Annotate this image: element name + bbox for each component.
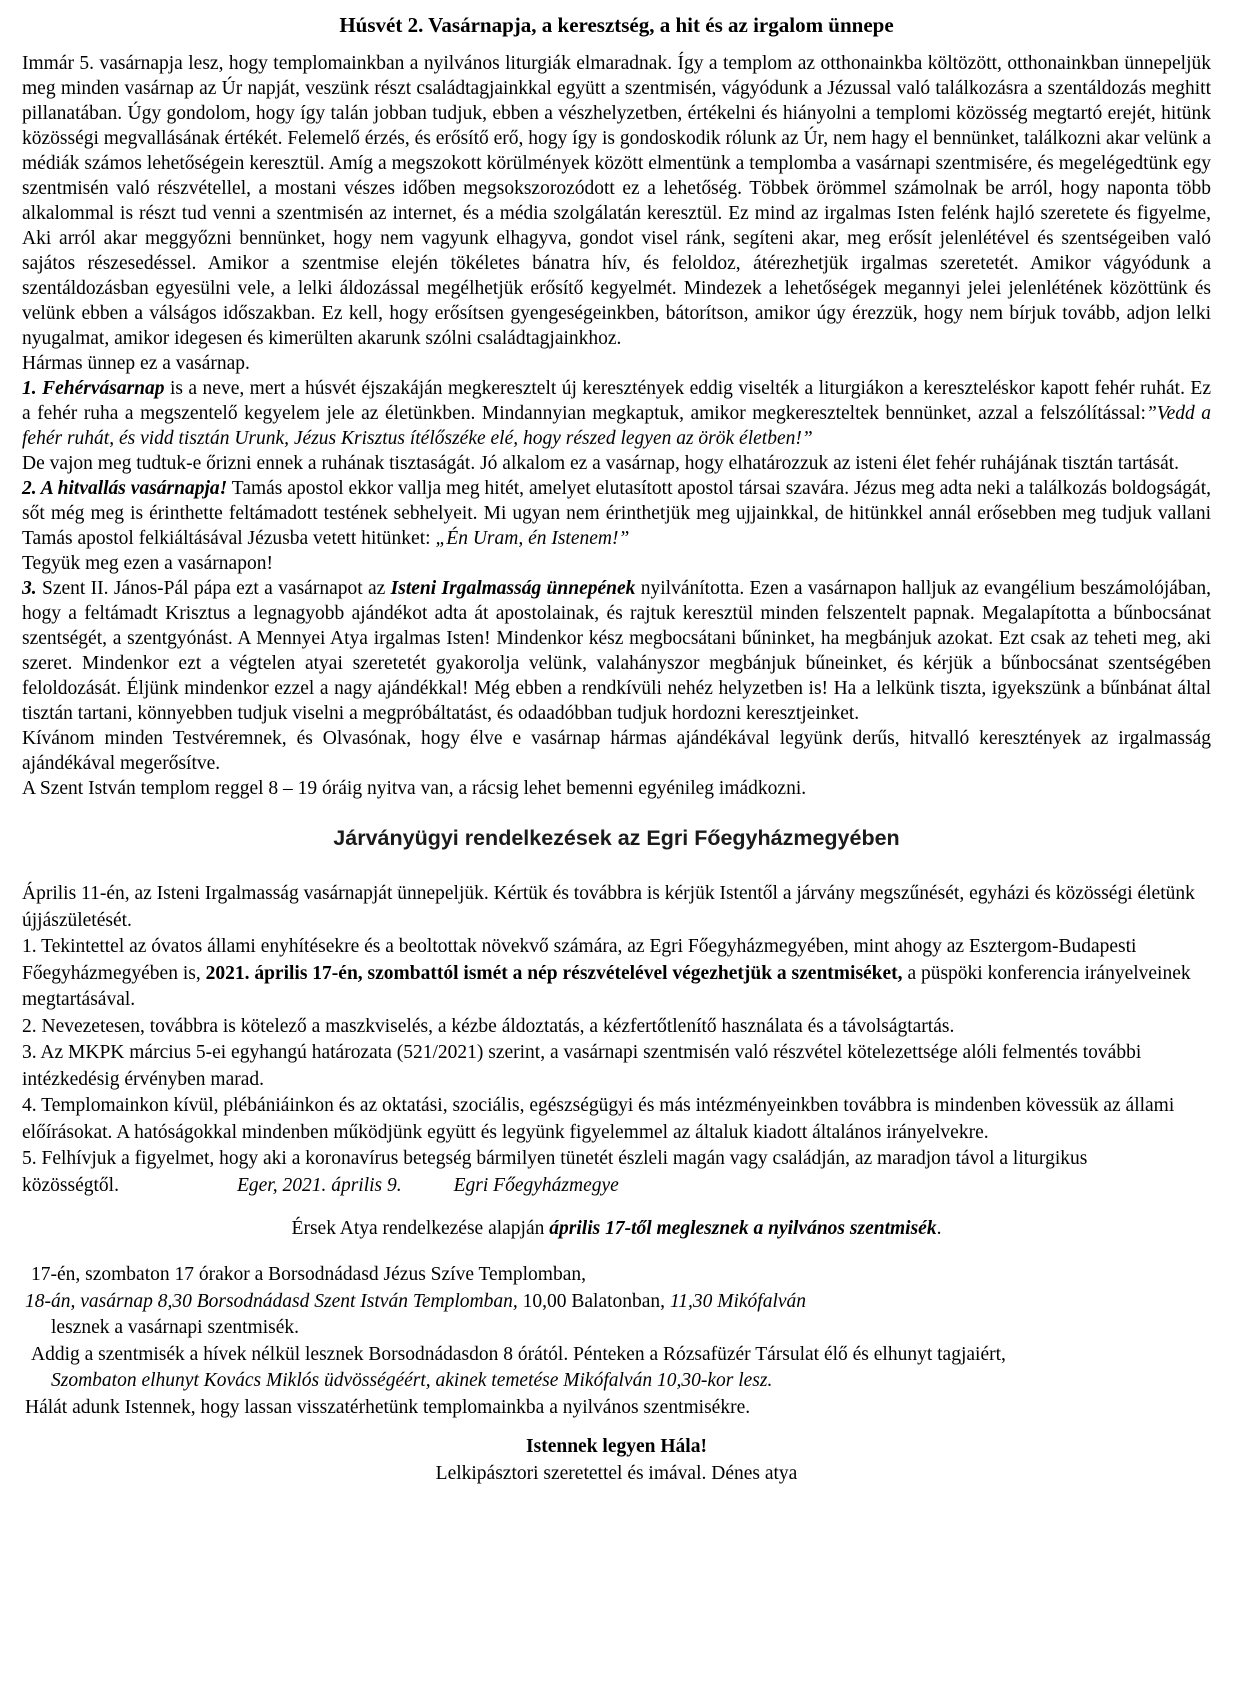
schedule-line-addig — [22, 1342, 1211, 1369]
paragraph-kivanom — [22, 726, 1211, 776]
paragraph-rule-4 — [22, 1093, 1211, 1146]
text-run: Isteni Irgalmasság ünnepének — [390, 578, 636, 599]
paragraph-rule-3 — [22, 1040, 1211, 1093]
paragraph-isteni-irgalmassag — [22, 576, 1211, 726]
text-run: Szombaton elhunyt Kovács Miklós üdvösségéért, akinek temetése Mikófalván 10,30-kor lesz. — [51, 1370, 773, 1391]
text-run: Április 11-én, az Isteni Irgalmasság vasárnapját ünnepeljük. Kértük és továbbra is kérjük Istentől a járvány megszűnését, egyházi és közösségi életünk újjászületését. — [22, 883, 1195, 931]
mass-schedule-section — [22, 1262, 1211, 1421]
paragraph-fehervasarnap — [22, 376, 1211, 451]
public-masses-headline — [22, 1215, 1211, 1242]
text-run: 4. Templomainkon kívül, plébániáinkon és az oktatási, szociális, egészségügyi és más intézményeinkben továbbra is mindenben kövessük az állami előírásokat. A hatóságokkal mindenben működjünk együtt és legyünk figyelemmel az általuk kiadott általános irányelvekre. — [22, 1095, 1175, 1143]
text-run: ”Vedd a fehér ruhát, és vidd tisztán Urunk, Jézus Krisztus ítélőszéke elé, hogy részed legyen az örök életben!” — [22, 403, 1211, 449]
text-run: Kívánom minden Testvéremnek, és Olvasónak, hogy élve e vasárnap hármas ajándékával legyünk derűs, hitvalló keresztények az irgalmasság ajándékával megerősítve. — [22, 728, 1211, 774]
text-run: Hálát adunk Istennek, hogy lassan visszatérhetünk templomainkba a nyilvános szentmisékre. — [25, 1396, 751, 1418]
paragraph-tegyuk-meg — [22, 551, 1211, 576]
paragraph-harmas-unnep — [22, 351, 1211, 376]
easter-message-section — [22, 51, 1211, 801]
text-run: A Szent István templom reggel 8 – 19 óráig nyitva van, a rácsig lehet bemenni egyénileg imádkozni. — [22, 778, 807, 799]
schedule-line-lesznek — [22, 1315, 1211, 1342]
text-run: Érsek Atya rendelkezése alapján — [291, 1218, 550, 1239]
text-run: . — [936, 1218, 942, 1239]
paragraph-de-vajon — [22, 451, 1211, 476]
schedule-line-szombaton — [22, 1368, 1211, 1395]
text-run: 1. Fehérvásarnap — [22, 378, 165, 399]
text-run: nyilvánította. Ezen a vasárnapon halljuk az evangélium beszámolójában, hogy a feltámadt Krisztus a legnagyobb ajándékot adta át apostolainak, és rajtuk keresztül minden felszentelt papnak. Megalapította a bűnbocsánat szentségét, a szentgyónást. A Mennyei Atya irgalmas Isten! Mindenkor kész megbocsátani bűninket, ha megbánjuk azokat. Ezt csak az teheti meg, aki szeret. Mindenkor ezt a végtelen atyai szeretetét gyakorolja velünk, valahányszor megbánjuk bűneinket, és kérjük a bűnbocsánat szentségében feloldozását. Éljünk mindenkor ezzel a nagy ajándékkal! Még ebben a rendkívüli nehéz helyzetben is! Ha a lelkünk tiszta, igyekszünk a bűnbánat által tisztán tartani, könnyebben tudjuk viselni a megpróbáltatást, és odaadóbban tudjuk hordozni keresztjeinket. — [22, 578, 1211, 724]
dateline-place-date: Eger, 2021. április 9. — [236, 1174, 402, 1196]
schedule-line-sunday-18 — [22, 1289, 1211, 1316]
text-run: Szent II. János-Pál pápa ezt a vasárnapot az — [36, 578, 391, 599]
text-run: 17-én, szombaton 17 órakor a Borsodnádasd Jézus Szíve Templomban, — [31, 1264, 586, 1285]
paragraph-rule-1 — [22, 934, 1211, 1014]
text-run: 2. A hitvallás vasárnapja! — [22, 478, 228, 499]
paragraph-szent-istvan-templom — [22, 776, 1211, 801]
text-run: De vajon meg tudtuk-e őrizni ennek a ruhának tisztaságát. Jó alkalom ez a vasárnap, hogy elhatározzuk az isteni élet fehér ruhájának tisztán tartását. — [22, 453, 1180, 474]
paragraph-intro — [22, 51, 1211, 351]
epidemic-rules-section — [22, 881, 1211, 1199]
text-run: a püspöki konferencia irányelveinek megtartásával. — [22, 962, 1191, 1010]
text-run: 11,30 Mikófalván — [669, 1290, 807, 1312]
text-run: Addig a szentmisék a hívek nélkül lesznek Borsodnádasdon 8 órától. Pénteken a Rózsafüzér Társulat élő és elhunyt tagjaiért, — [31, 1343, 1006, 1365]
epidemic-rules-title: Járványügyi rendelkezések az Egri Főegyházmegyében — [333, 826, 900, 850]
text-run: 1. Tekintettel az óvatos állami enyhítésekre és a beoltottak növekvő számára, az Egri Főegyházmegyében, mint ahogy az Esztergom-Budapesti Főegyházmegyében is, — [22, 936, 1137, 984]
text-run: 18-án, vasárnap 8,30 Borsodnádasd Szent István Templomban, — [25, 1290, 518, 1312]
paragraph-aprilis-11 — [22, 881, 1211, 934]
closing-signature: Lelkipásztori szeretettel és imával. Dénes atya — [435, 1463, 798, 1484]
text-run: Immár 5. vasárnapja lesz, hogy templomainkban a nyilvános liturgiák elmaradnak. Így a templom az otthonainkba költözött, otthonainkban ünnepeljük meg minden vasárnap az Úr napját, veszünk részt családtagjainkkal együtt a szentmisén, vágyódunk a Jézussal való találkozásra a szentáldozás meghitt pillanatában. Úgy gondolom, hogy így talán jobban tudjuk, ebben a vészhelyzetben, értékelni és hiányolni a templomi közösség megtartó erejét, hitünk közösségi megvallásának értékét. Felemelő érzés, és erősítő erő, hogy így is gondoskodik rólunk az Úr, nem hagy el bennünket, találkozni akar velünk a médiák számos lehetőségein keresztül. Amíg a megszokott körülmények között elmentünk a templomba a vasárnapi szentmisére, és megelégedtünk egy szentmisén való részvétellel, a mostani vészes időben megsokszorozódott ez a lehetőség. Többek örömmel számolnak be arról, hogy naponta több alkalommal is részt tud venni a szentmisén az internet, és a média szolgálatán keresztül. Ez mind az irgalmas Isten felénk hajló szeretete és figyelme, Aki arról akar meggyőzni bennünket, hogy nem vagyunk elhagyva, gondot visel ránk, segíteni akar, meg erősít jelenlétével és szentségeiben való sajátos részesedéssel. Amikor a szentmise elején tökéletes bánatra hív, és feloldoz, átérezhetjük irgalmas szeretetét. Amikor vágyódunk a szentáldozásban egyesülni vele, a lelki áldozással megélhetjük erősítő kegyelmét. Mindezek a lehetőségek megannyi jelei jelenlétének közöttünk és velünk ebben a válságos időszakban. Ez kell, hogy erősítsen gyengeségeinkben, bátorítson, amikor úgy érezzük, hogy nem bírjuk tovább, adjon lelki nyugalmat, amikor idegesen és kimerülten akarunk szólni családtagjainkhoz. — [22, 53, 1211, 349]
paragraph-rule-2 — [22, 1014, 1211, 1041]
schedule-line-halat — [22, 1395, 1211, 1422]
text-run: „Én Uram, én Istenem!” — [435, 528, 630, 549]
text-run: Tegyük meg ezen a vasárnapon! — [22, 553, 273, 574]
text-run: Tamás apostol ekkor vallja meg hitét, amelyet elutasított apostol társai szavára. Jézus meg adta neki a találkozás boldogságát, sőt még meg is érinthette feltámadott testének sebhelyeit. Mi ugyan nem érinthetjük meg ujjainkkal, de hitünkkel annál erősebben meg tudjuk vallani Tamás apostol felkiáltásával Jézusba vetett hitünket: — [22, 478, 1211, 549]
text-run: április 17-től meglesznek a nyilvános szentmisék — [549, 1218, 937, 1239]
closing-thanks: Istennek legyen Hála! — [526, 1436, 707, 1457]
text-run: 10,00 Balatonban, — [517, 1290, 670, 1312]
page-title: Húsvét 2. Vasárnapja, a keresztség, a hit és az irgalom ünnepe — [339, 13, 894, 37]
text-run: Hármas ünnep ez a vasárnap. — [22, 353, 250, 374]
text-run: 2. Nevezetesen, továbbra is kötelező a maszkviselés, a kézbe áldoztatás, a kézfertőtlenítő használata és a távolságtartás. — [22, 1015, 955, 1037]
paragraph-hitvallas-vasarnapja — [22, 476, 1211, 551]
text-run: 2021. április 17-én, szombattól ismét a nép részvételével végezhetjük a szentmiséket, — [205, 962, 903, 984]
text-run: lesznek a vasárnapi szentmisék. — [51, 1317, 299, 1338]
text-run: 3. Az MKPK március 5-ei egyhangú határozata (521/2021) szerint, a vasárnapi szentmisén való részvétel kötelezettsége alóli felmentés további intézkedésig érvényben marad. — [22, 1042, 1142, 1090]
schedule-line-saturday-17 — [22, 1262, 1211, 1289]
dateline-signature: Egri Főegyházmegye — [453, 1174, 619, 1196]
text-run: 5. Felhívjuk a figyelmet, hogy aki a koronavírus betegség bármilyen tünetét észleli magán vagy családján, az maradjon távol a liturgikus közösségtől. — [22, 1148, 1088, 1196]
text-run: is a neve, mert a húsvét éjszakáján megkeresztelt új keresztények eddig viselték a liturgiákon a kereszteléskor kapott fehér ruhát. Ez a fehér ruha a megszentelő kegyelem jele az életünkben. Mindannyian megkaptuk, amikor megkereszteltek bennünket, azzal a felszólítással: — [22, 378, 1211, 424]
text-run: 3. — [22, 578, 37, 599]
paragraph-rule-5 — [22, 1146, 1211, 1199]
